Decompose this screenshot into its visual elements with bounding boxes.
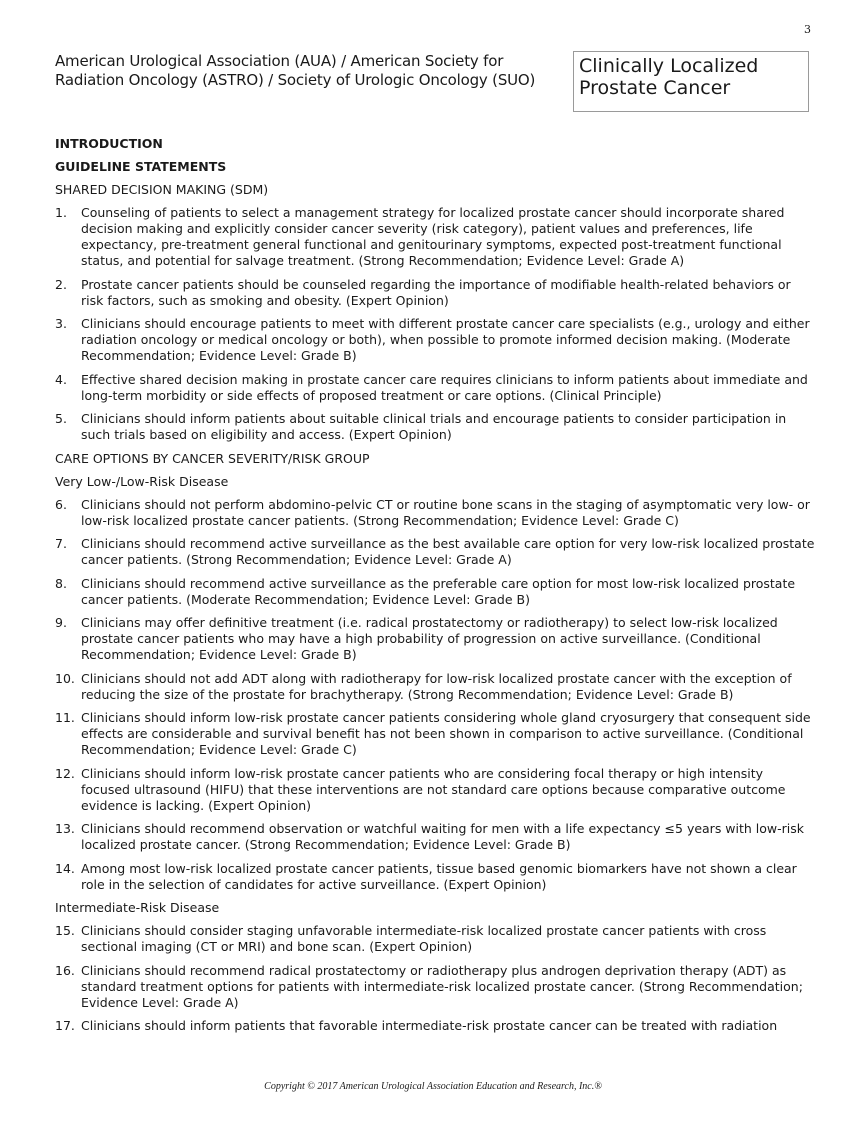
statement-number: 6. — [55, 496, 67, 512]
statement-7 — [55, 536, 815, 568]
statement-text: Clinicians should inform patients about suitable clinical trials and encourage patients to consider participation in such trials based on eligibility and access. (Expert Opinion) — [81, 411, 787, 442]
copyright-footer: Copyright © 2017 American Urological Association Education and Research, Inc.® — [264, 1081, 602, 1092]
guideline-statements-heading: GUIDELINE STATEMENTS — [55, 159, 227, 174]
statement-5 — [55, 411, 815, 443]
statement-text: Clinicians should consider staging unfavorable intermediate-risk localized prostate cancer patients with cross sectional imaging (CT or MRI) and bone scan. (Expert Opinion) — [81, 923, 767, 954]
document-title-line-1: Clinically Localized — [579, 55, 759, 77]
statement-3 — [55, 316, 815, 364]
intermediate-risk-statement-list — [55, 923, 815, 1034]
document-title-box — [573, 51, 809, 112]
statement-2 — [55, 277, 815, 309]
statement-text: Clinicians should inform low-risk prostate cancer patients who are considering focal therapy or high intensity focused ultrasound (HIFU) that these interventions are not standard care options because comparative outcome evidence is lacking. (Expert Opinion) — [81, 765, 786, 813]
statement-number: 13. — [55, 821, 75, 836]
document-title-line-2: Prostate Cancer — [579, 77, 731, 99]
statement-10 — [55, 671, 815, 703]
statement-text: Among most low-risk localized prostate cancer patients, tissue based genomic biomarkers have not shown a clear role in the selection of candidates for active surveillance. (Expert Opinion) — [81, 860, 797, 892]
statement-text: Clinicians should recommend active surveillance as the preferable care option for most low-risk localized prostate cancer patients. (Moderate Recommendation; Evidence Level: Grade B) — [81, 575, 796, 607]
statement-11 — [55, 710, 815, 758]
statement-text: Clinicians should recommend radical prostatectomy or radiotherapy plus androgen deprivation therapy (ADT) as standard treatment options for patients with intermediate-risk localized prostate cancer. (Strong Recommendation; Evidence Level: Grade A) — [81, 962, 803, 1010]
statement-number: 7. — [55, 536, 67, 551]
statement-text: Effective shared decision making in prostate cancer care requires clinicians to inform patients about immediate and long-term morbidity or side effects of proposed treatment or care options. (Clinical Principle) — [81, 371, 808, 403]
statement-1 — [55, 205, 815, 269]
statement-number: 10. — [55, 670, 75, 686]
statement-9 — [55, 615, 815, 663]
statement-number: 11. — [55, 710, 75, 725]
very-low-risk-subheading: Very Low-/Low-Risk Disease — [55, 473, 229, 489]
statement-12 — [55, 766, 815, 814]
header-organizations: American Urological Association (AUA) / American Society for Radiation Oncology (ASTRO) / Society of Urologic Oncology (SUO) — [55, 52, 536, 89]
statement-text: Clinicians should not add ADT along with radiotherapy for low-risk localized prostate cancer with the exception of reducing the size of the prostate for brachytherapy. (Strong Recommendation; Evidence Level: Grade B) — [81, 670, 792, 702]
statement-16 — [55, 963, 815, 1011]
statement-number: 12. — [55, 765, 75, 781]
statement-number: 5. — [55, 411, 67, 426]
sdm-subheading: SHARED DECISION MAKING (SDM) — [55, 182, 269, 197]
statement-number: 1. — [55, 205, 67, 220]
statement-13 — [55, 821, 815, 853]
statement-number: 15. — [55, 923, 75, 938]
statement-4 — [55, 372, 815, 404]
statement-number: 9. — [55, 615, 67, 630]
statement-6 — [55, 497, 815, 529]
statement-number: 3. — [55, 316, 67, 331]
statement-number: 14. — [55, 860, 75, 876]
statement-text: Prostate cancer patients should be counseled regarding the importance of modifiable health-related behaviors or risk factors, such as smoking and obesity. (Expert Opinion) — [81, 276, 791, 308]
statement-text: Clinicians should not perform abdomino-pelvic CT or routine bone scans in the staging of asymptomatic very low- or low-risk localized prostate cancer patients. (Strong Recommendation; Evidence Level: Grade C) — [81, 496, 810, 528]
statement-text: Clinicians should recommend active surveillance as the best available care option for very low-risk localized prostate cancer patients. (Strong Recommendation; Evidence Level: Grade A) — [81, 536, 815, 567]
statement-text: Counseling of patients to select a management strategy for localized prostate cancer should incorporate shared decision making and explicitly consider cancer severity (risk category), patient values and preferences, life expectancy, pre-treatment general functional and genitourinary symptoms, expected post-treatment functional status, and potential for salvage treatment. (Strong Recommendation; Evidence Level: Grade A) — [81, 205, 785, 268]
statement-number: 8. — [55, 575, 67, 591]
statement-text: Clinicians should inform low-risk prostate cancer patients considering whole gland cryosurgery that consequent side effects are considerable and survival benefit has not been shown in comparison to active surveillance. (Conditional Recommendation; Evidence Level: Grade C) — [81, 710, 811, 757]
intermediate-risk-subheading: Intermediate-Risk Disease — [55, 900, 220, 915]
statement-8 — [55, 576, 815, 608]
statement-number: 16. — [55, 962, 75, 978]
statement-text: Clinicians should encourage patients to meet with different prostate cancer care specialists (e.g., urology and either radiation oncology or medical oncology or both), when possible to promote informed decision making. (Moderate Recommendation; Evidence Level: Grade B) — [81, 316, 810, 363]
statement-17 — [55, 1018, 815, 1034]
sdm-statement-list — [55, 205, 815, 443]
page-number: 3 — [804, 23, 811, 36]
statement-text: Clinicians may offer definitive treatment (i.e. radical prostatectomy or radiotherapy) to select low-risk localized prostate cancer patients who may have a high probability of progression on active surveillance. (Conditional Recommendation; Evidence Level: Grade B) — [81, 615, 778, 662]
statement-number: 2. — [55, 276, 67, 292]
page-content — [55, 134, 815, 1042]
statement-15 — [55, 923, 815, 955]
introduction-heading: INTRODUCTION — [55, 136, 163, 151]
low-risk-statement-list — [55, 497, 815, 893]
statement-number: 17. — [55, 1018, 75, 1033]
statement-number: 4. — [55, 371, 67, 387]
statement-14 — [55, 861, 815, 893]
care-options-subheading: CARE OPTIONS BY CANCER SEVERITY/RISK GROUP — [55, 450, 370, 466]
statement-text: Clinicians should inform patients that favorable intermediate-risk prostate cancer can be treated with radiation — [81, 1018, 778, 1033]
statement-text: Clinicians should recommend observation or watchful waiting for men with a life expectancy ≤5 years with low-risk localized prostate cancer. (Strong Recommendation; Evidence Level: Grade B) — [81, 821, 805, 852]
